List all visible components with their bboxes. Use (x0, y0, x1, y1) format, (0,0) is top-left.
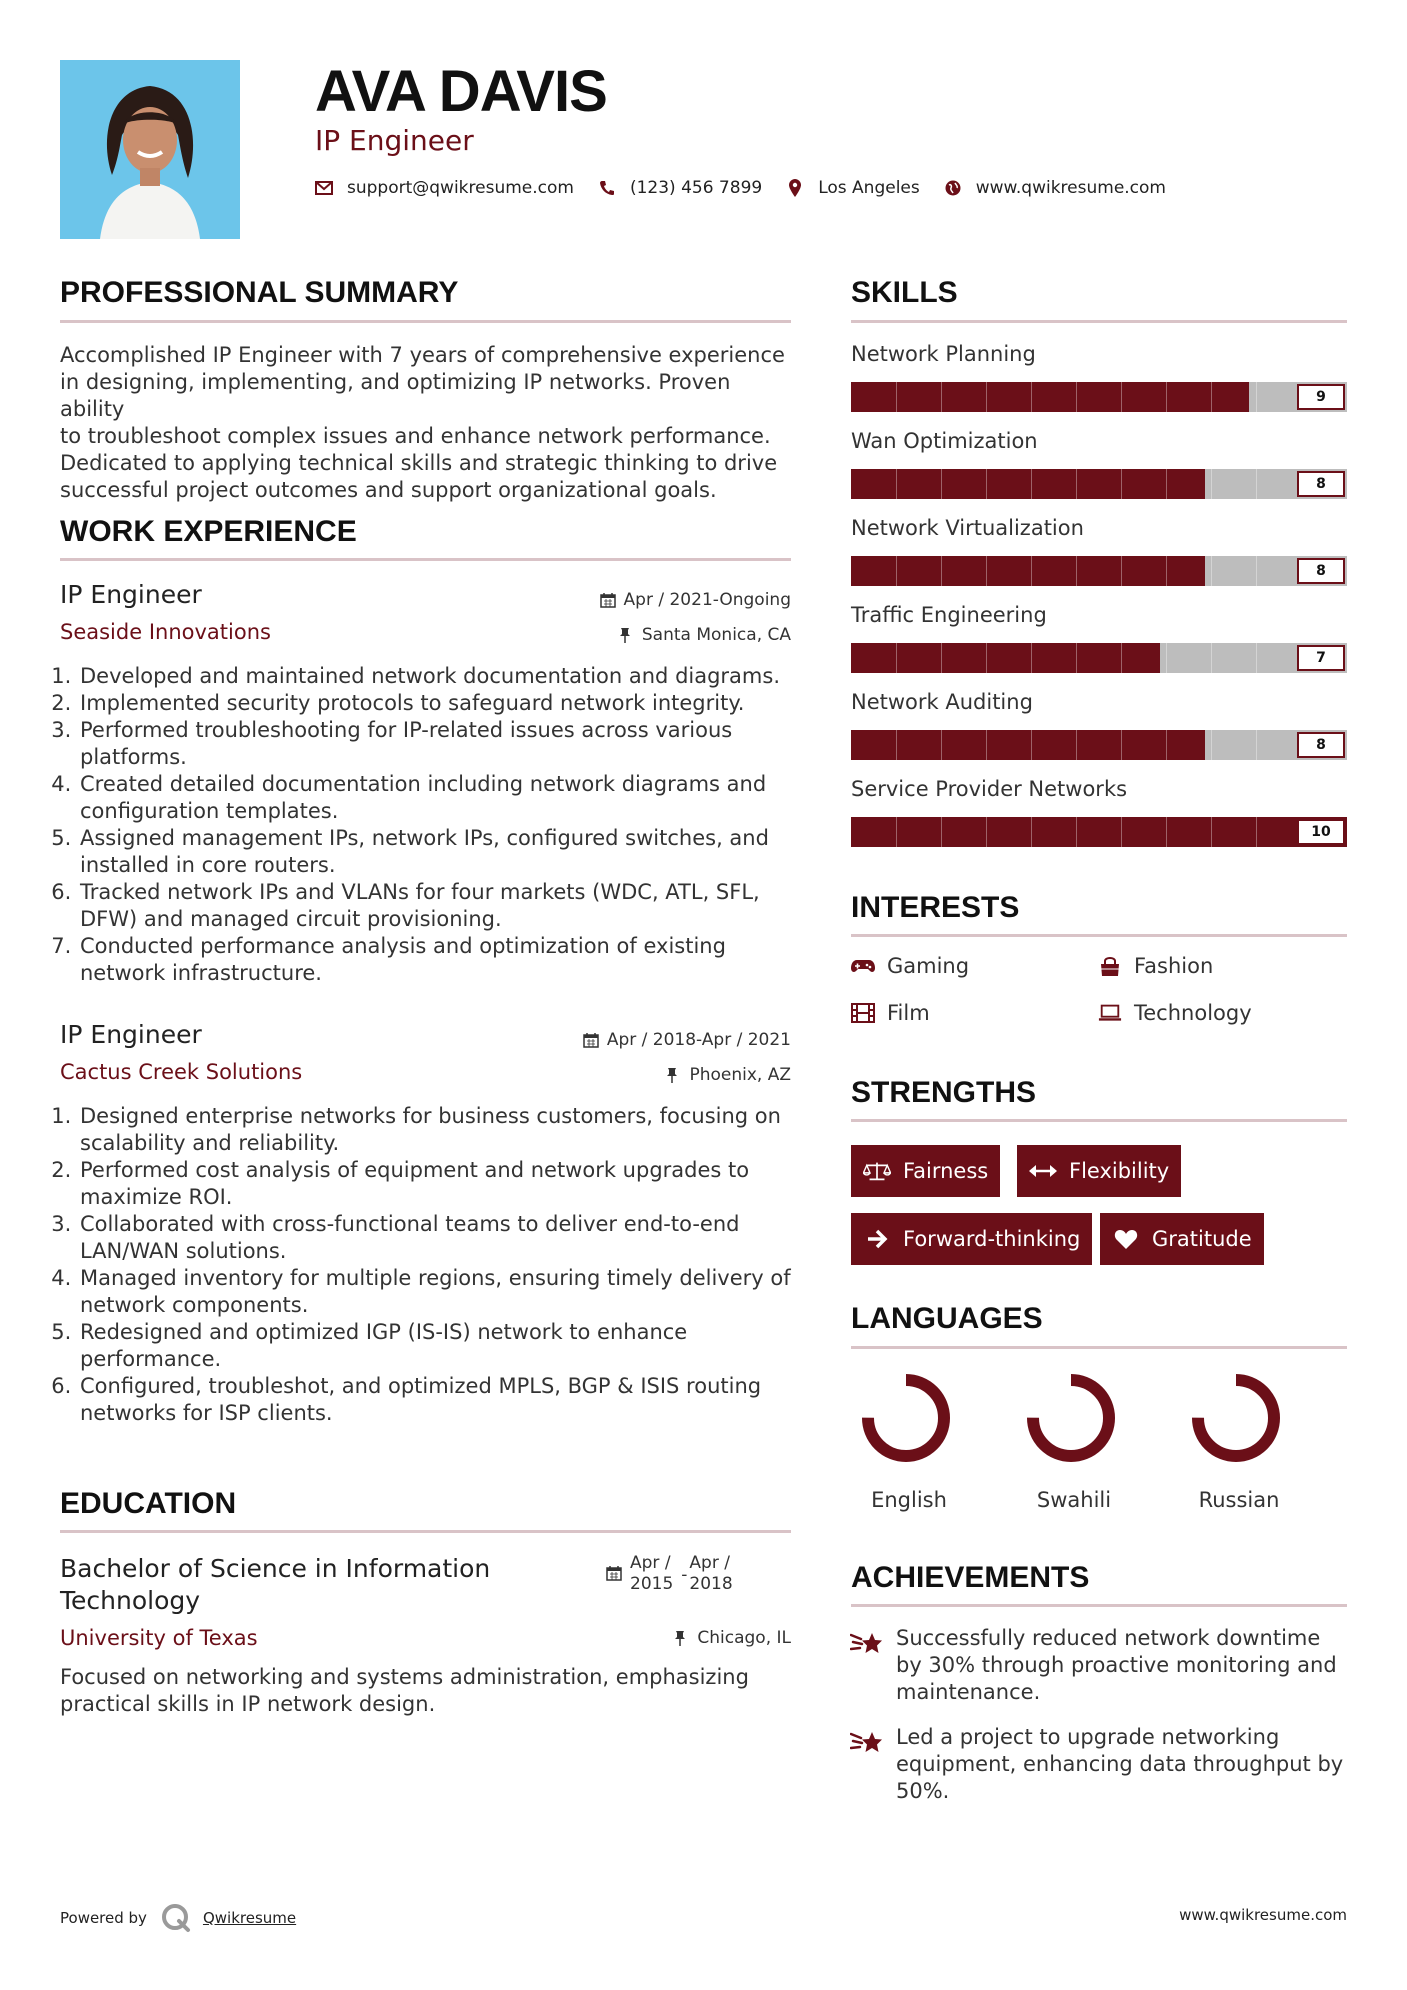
calendar-icon (583, 1032, 599, 1048)
laptop-icon (1098, 1002, 1122, 1024)
skill-bar-segment (896, 817, 897, 847)
calendar-icon (606, 1565, 622, 1581)
interest-label: Gaming (887, 954, 970, 978)
achievement-item (896, 1724, 1346, 1805)
language-ring-chart (1023, 1370, 1119, 1466)
skill-bar-segment (1166, 643, 1167, 673)
skill-bar-segment (1256, 817, 1257, 847)
powered-by-text: Powered by (60, 1909, 147, 1927)
skill-bar-segment (1256, 730, 1257, 760)
skill-bar-segment (1121, 382, 1122, 412)
interest-gaming (851, 954, 969, 978)
job-location (665, 1065, 791, 1085)
interest-fashion (1098, 954, 1213, 978)
interest-label: Film (887, 1001, 930, 1025)
skill-bar (851, 382, 1347, 412)
contact-website[interactable]: www.qwikresume.com (975, 178, 1166, 198)
summary-line: successful project outcomes and support organizational goals. (60, 478, 717, 502)
skill-bar (851, 556, 1347, 586)
skill-bar (851, 730, 1347, 760)
strength-flexibility (1017, 1145, 1181, 1197)
education-line: practical skills in IP network design. (60, 1692, 436, 1716)
phone-icon (598, 179, 616, 197)
skill-score: 8 (1297, 558, 1345, 584)
skill-bar-segment (941, 643, 942, 673)
pushpin-icon (673, 1630, 689, 1646)
strength-label: Gratitude (1152, 1227, 1252, 1251)
skill-label: Network Planning (851, 342, 1036, 366)
contact-bar (315, 178, 1190, 198)
arrows-horizontal-icon (1029, 1160, 1057, 1182)
job-location-text: Santa Monica, CA (641, 625, 791, 645)
skill-bar-segment (896, 382, 897, 412)
interest-film (851, 1001, 930, 1025)
list-item: 3. Performed troubleshooting for IP-related issues across various platforms. (78, 717, 768, 771)
skill-bar-segment (986, 817, 987, 847)
skill-bar-segment (941, 730, 942, 760)
heart-icon (1112, 1228, 1140, 1250)
skill-bar-segment (1031, 382, 1032, 412)
summary-text (60, 342, 800, 504)
strengths-divider (851, 1119, 1347, 1122)
achievement-line: Successfully reduced network downtime (896, 1626, 1321, 1650)
achievement-line: by 30% through proactive monitoring and (896, 1653, 1337, 1677)
envelope-icon (315, 179, 333, 197)
achievement-line: 50%. (896, 1779, 950, 1803)
language-ring-arc (1198, 1380, 1274, 1456)
skill-bar-fill (851, 382, 1249, 412)
achievement-item (896, 1625, 1346, 1706)
strength-label: Flexibility (1069, 1159, 1170, 1183)
skill-bar-segment (1076, 382, 1077, 412)
interest-technology (1098, 1001, 1252, 1025)
skill-bar-fill (851, 643, 1160, 673)
job-title: IP Engineer (60, 580, 202, 609)
skill-bar-segment (1211, 643, 1212, 673)
contact-phone[interactable]: (123) 456 7899 (629, 178, 763, 198)
profile-photo (60, 60, 240, 239)
education-end (689, 1553, 732, 1595)
skill-label: Network Virtualization (851, 516, 1084, 540)
degree-line: Technology (60, 1586, 201, 1615)
education-end-line: Apr / (689, 1553, 730, 1573)
skill-score: 8 (1297, 471, 1345, 497)
list-item: 2. Implemented security protocols to safeguard network integrity. (78, 690, 800, 717)
skill-bar-segment (1121, 817, 1122, 847)
strength-label: Forward-thinking (903, 1227, 1081, 1251)
skill-bar-fill (851, 730, 1205, 760)
language-ring-chart (1188, 1370, 1284, 1466)
skill-bar-segment (941, 469, 942, 499)
languages-divider (851, 1346, 1347, 1349)
list-item: 5. Redesigned and optimized IGP (IS-IS) network to enhance performance. (78, 1319, 718, 1373)
education-divider (60, 1530, 791, 1533)
summary-line: Dedicated to applying technical skills and strategic thinking to drive (60, 451, 778, 475)
shopping-bag-icon (1098, 955, 1122, 977)
list-item: 1. Designed enterprise networks for business customers, focusing on scalability and reliability. (78, 1103, 798, 1157)
skill-bar-segment (986, 556, 987, 586)
pushpin-icon (665, 1067, 681, 1083)
skill-bar-segment (1166, 469, 1167, 499)
education-start-line: 2015 (630, 1574, 674, 1594)
strength-forward-thinking (851, 1213, 1092, 1265)
globe-icon (944, 179, 962, 197)
strength-label: Fairness (903, 1159, 989, 1183)
skill-bar-segment (1121, 730, 1122, 760)
skill-bar-segment (941, 556, 942, 586)
footer-powered-by (60, 1903, 296, 1933)
skill-bar-segment (896, 469, 897, 499)
summary-line: to troubleshoot complex issues and enhance network performance. (60, 424, 771, 448)
skill-bar-segment (1256, 469, 1257, 499)
date-separator: - (681, 1565, 688, 1585)
strength-fairness (851, 1145, 1000, 1197)
skill-bar-segment (1211, 817, 1212, 847)
skill-bar-segment (1256, 643, 1257, 673)
map-marker-icon (786, 179, 804, 197)
language-ring-arc (1033, 1380, 1109, 1456)
skill-bar-segment (941, 817, 942, 847)
list-item: 6. Configured, troubleshot, and optimized MPLS, BGP & ISIS routing networks for ISP clients. (78, 1373, 778, 1427)
degree-line: Bachelor of Science in Information (60, 1554, 491, 1583)
languages-heading: LANGUAGES (851, 1302, 1043, 1335)
contact-location: Los Angeles (818, 178, 920, 198)
summary-line: in designing, implementing, and optimizing IP networks. Proven ability (60, 370, 731, 421)
skill-bar-fill (851, 556, 1205, 586)
job-dates (600, 590, 791, 610)
interests-heading: INTERESTS (851, 891, 1020, 924)
list-item: 4. Managed inventory for multiple regions, ensuring timely delivery of network components. (78, 1265, 808, 1319)
contact-email[interactable]: support@qwikresume.com (347, 178, 574, 198)
skills-divider (851, 320, 1347, 323)
pushpin-icon (618, 627, 634, 643)
skill-bar-segment (1166, 730, 1167, 760)
degree-title (60, 1553, 490, 1617)
achievement-line: Led a project to upgrade networking (896, 1725, 1280, 1749)
skill-bar-segment (1166, 817, 1167, 847)
skill-bar-segment (1076, 730, 1077, 760)
education-location-text: Chicago, IL (697, 1628, 791, 1648)
skill-score: 8 (1297, 732, 1345, 758)
interests-divider (851, 934, 1347, 937)
candidate-role: IP Engineer (315, 124, 474, 157)
job-dates (583, 1030, 791, 1050)
skill-bar-segment (1031, 643, 1032, 673)
education-dates (606, 1553, 733, 1595)
skill-bar-segment (1121, 469, 1122, 499)
skill-bar-segment (1076, 556, 1077, 586)
experience-divider (60, 558, 791, 561)
skill-bar-segment (1211, 556, 1212, 586)
language-ring-arc (868, 1380, 944, 1456)
skill-bar-segment (896, 730, 897, 760)
skill-label: Service Provider Networks (851, 777, 1128, 801)
summary-heading: PROFESSIONAL SUMMARY (60, 276, 459, 309)
candidate-name: AVA DAVIS (315, 59, 607, 124)
balance-scale-icon (863, 1160, 891, 1182)
education-start-line: Apr / (630, 1553, 671, 1573)
language-label: English (871, 1488, 947, 1512)
skill-bar-segment (986, 469, 987, 499)
language-label: Swahili (1036, 1488, 1112, 1512)
skill-bar-fill (851, 469, 1205, 499)
calendar-icon (600, 592, 616, 608)
strengths-heading: STRENGTHS (851, 1076, 1037, 1109)
list-item: 5. Assigned management IPs, network IPs, configured switches, and installed in core routers. (78, 825, 798, 879)
film-icon (851, 1002, 875, 1024)
education-line: Focused on networking and systems administration, emphasizing (60, 1665, 749, 1689)
skill-label: Wan Optimization (851, 429, 1038, 453)
skill-bar (851, 643, 1347, 673)
skill-bar-segment (986, 730, 987, 760)
job-dates-text: Apr / 2018-Apr / 2021 (606, 1030, 791, 1050)
strength-gratitude (1100, 1213, 1264, 1265)
skill-bar-segment (1121, 556, 1122, 586)
footer-website[interactable]: www.qwikresume.com (1179, 1906, 1347, 1924)
skill-score: 10 (1297, 819, 1345, 845)
skill-bar-fill (851, 817, 1347, 847)
shooting-star-icon (850, 1726, 886, 1758)
list-item: 7. Conducted performance analysis and optimization of existing network infrastructure. (78, 933, 758, 987)
education-end-line: 2018 (689, 1574, 733, 1594)
skill-bar-segment (1076, 643, 1077, 673)
achievements-divider (851, 1604, 1347, 1607)
job-duties (60, 1103, 800, 1427)
skill-bar-segment (1256, 382, 1257, 412)
skill-bar-segment (896, 556, 897, 586)
skill-bar-segment (986, 643, 987, 673)
skill-bar-segment (986, 382, 987, 412)
skill-bar-segment (1031, 556, 1032, 586)
achievements-heading: ACHIEVEMENTS (851, 1561, 1090, 1594)
skill-bar-segment (1211, 382, 1212, 412)
skill-score: 7 (1297, 645, 1345, 671)
skill-score: 9 (1297, 384, 1345, 410)
interest-label: Fashion (1134, 954, 1214, 978)
shooting-star-icon (850, 1627, 886, 1659)
skill-bar-segment (1076, 469, 1077, 499)
skill-label: Traffic Engineering (851, 603, 1047, 627)
experience-heading: WORK EXPERIENCE (60, 515, 357, 548)
education-description (60, 1664, 800, 1718)
skill-bar-segment (1076, 817, 1077, 847)
interest-label: Technology (1134, 1001, 1252, 1025)
education-start (630, 1553, 673, 1595)
skill-bar-segment (1031, 730, 1032, 760)
job-company: Cactus Creek Solutions (60, 1060, 303, 1084)
skill-label: Network Auditing (851, 690, 1033, 714)
skill-bar-segment (896, 643, 897, 673)
list-item: 1. Developed and maintained network documentation and diagrams. (78, 663, 800, 690)
list-item: 6. Tracked network IPs and VLANs for four markets (WDC, ATL, SFL, DFW) and managed circuit provisioning. (78, 879, 798, 933)
education-heading: EDUCATION (60, 1487, 237, 1520)
language-ring (851, 1370, 961, 1470)
arrow-right-icon (863, 1228, 891, 1250)
achievement-line: equipment, enhancing data throughput by (896, 1752, 1344, 1776)
skill-bar-segment (1166, 382, 1167, 412)
language-ring-chart (858, 1370, 954, 1466)
job-location (618, 625, 791, 645)
summary-line: Accomplished IP Engineer with 7 years of comprehensive experience (60, 343, 785, 367)
job-dates-text: Apr / 2021-Ongoing (623, 590, 791, 610)
skill-bar-segment (1166, 556, 1167, 586)
skill-bar-segment (941, 382, 942, 412)
qwikresume-link[interactable]: Qwikresume (202, 1909, 297, 1927)
list-item: 4. Created detailed documentation including network diagrams and configuration templates. (78, 771, 798, 825)
skill-bar-segment (1256, 556, 1257, 586)
skills-heading: SKILLS (851, 276, 958, 309)
skill-bar-segment (1211, 469, 1212, 499)
school-name: University of Texas (60, 1626, 258, 1650)
job-location-text: Phoenix, AZ (689, 1065, 791, 1085)
skill-bar-segment (1031, 817, 1032, 847)
summary-divider (60, 320, 791, 323)
skill-bar-segment (1211, 730, 1212, 760)
skill-bar-segment (1031, 469, 1032, 499)
skill-bar-segment (1121, 643, 1122, 673)
qwikresume-logo-icon (161, 1903, 191, 1933)
list-item: 3. Collaborated with cross-functional teams to deliver end-to-end LAN/WAN solutions. (78, 1211, 768, 1265)
skill-bar (851, 469, 1347, 499)
list-item: 2. Performed cost analysis of equipment and network upgrades to maximize ROI. (78, 1157, 768, 1211)
skill-bar (851, 817, 1347, 847)
education-location (673, 1628, 791, 1648)
gamepad-icon (851, 955, 875, 977)
language-label: Russian (1198, 1488, 1280, 1512)
job-title: IP Engineer (60, 1020, 202, 1049)
job-company: Seaside Innovations (60, 620, 271, 644)
job-duties (60, 663, 800, 987)
language-ring (1181, 1370, 1291, 1470)
language-ring (1016, 1370, 1126, 1470)
achievement-line: maintenance. (896, 1680, 1041, 1704)
